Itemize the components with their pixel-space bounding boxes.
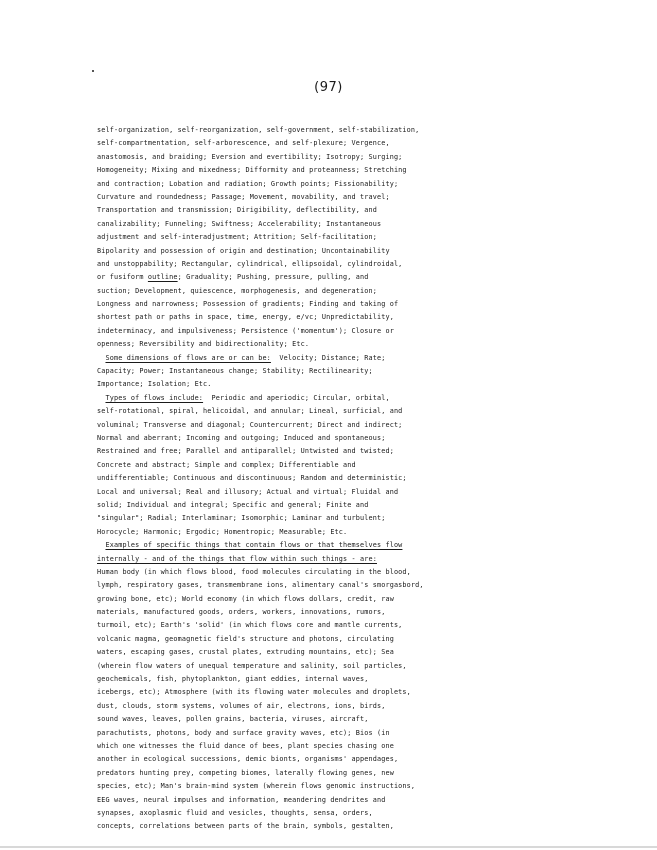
- text-line: turmoil, etc); Earth's 'solid' (in which flows core and mantle currents,: [97, 621, 403, 630]
- text-line: self-rotational, spiral, helicoidal, and annular; Lineal, surficial, and: [97, 407, 403, 416]
- text-line: [97, 539, 657, 552]
- text-line: Local and universal; Real and illusory; Actual and virtual; Fluidal and: [97, 487, 399, 496]
- text-line: [97, 553, 657, 566]
- underlined-phrase: Types of flows include:: [105, 393, 204, 402]
- text-line: Restrained and free; Parallel and antiparallel; Untwisted and twisted;: [97, 447, 394, 456]
- underlined-phrase: Some dimensions of flows are or can be:: [105, 353, 271, 362]
- text-line: concepts, correlations between parts of the brain, symbols, gestalten,: [97, 822, 394, 831]
- text-line: Transportation and transmission; Dirigibility, deflectibility, and: [97, 206, 377, 215]
- text-line: Curvature and roundedness; Passage; Movement, movability, and travel;: [97, 192, 390, 201]
- text-line: growing bone, etc); World economy (in which flows dollars, credit, raw: [97, 594, 394, 603]
- bottom-rule: [0, 846, 657, 848]
- text-line: indeterminacy, and impulsiveness; Persistence ('momentum'); Closure or: [97, 326, 394, 335]
- text-line: Some dimensions of flows are or can be: Velocity; Distance; Rate;: [105, 353, 386, 362]
- text-line: self-compartmentation, self-arborescence, and self-plexure; Vergence,: [97, 139, 390, 148]
- text-line: anastomosis, and braiding; Eversion and evertibility; Isotropy; Surging;: [97, 152, 403, 161]
- text-line: and contraction; Lobation and radiation; Growth points; Fissionability;: [97, 179, 399, 188]
- text-line: lymph, respiratory gases, transmembrane ions, alimentary canal's smorgasbord,: [97, 581, 424, 590]
- text-line: Homogeneity; Mixing and mixedness; Difformity and proteanness; Stretching: [97, 166, 407, 175]
- text-line: voluminal; Transverse and diagonal; Countercurrent; Direct and indirect;: [97, 420, 403, 429]
- stray-mark: [92, 70, 94, 72]
- text-line: EEG waves, neural impulses and information, meandering dendrites and: [97, 795, 386, 804]
- text-line: icebergs, etc); Atmosphere (with its flowing water molecules and droplets,: [97, 688, 411, 697]
- text-line: "singular"; Radial; Interlaminar; Isomorphic; Laminar and turbulent;: [97, 514, 386, 523]
- text-line: geochemicals, fish, phytoplankton, giant eddies, internal waves,: [97, 675, 369, 684]
- text-line: which one witnesses the fluid dance of bees, plant species chasing one: [97, 741, 394, 750]
- underlined-heading: Examples of specific things that contain flows or that themselves flow: [105, 541, 403, 550]
- text-line: Bipolarity and possession of origin and destination; Uncontainability: [97, 246, 390, 255]
- text-line: and unstoppability; Rectangular, cylindrical, ellipsoidal, cylindroidal,: [97, 259, 403, 268]
- text-line: self-organization, self-reorganization, self-government, self-stabilization,: [97, 126, 420, 134]
- text-line: predators hunting prey, competing biomes, laterally flowing genes, new: [97, 768, 394, 777]
- text-line: species, etc); Man's brain-mind system (wherein flows genomic instructions,: [97, 782, 416, 791]
- text-line: waters, escaping gases, crustal plates, extruding mountains, etc); Sea: [97, 648, 394, 657]
- text-line: sound waves, leaves, pollen grains, bacteria, viruses, aircraft,: [97, 715, 369, 724]
- text-line: dust, clouds, storm systems, volumes of air, electrons, ions, birds,: [97, 701, 386, 710]
- text-line: (wherein flow waters of unequal temperature and salinity, soil particles,: [97, 661, 407, 670]
- text-line: synapses, axoplasmic fluid and vesicles, thoughts, sensa, orders,: [97, 808, 373, 817]
- text-line: Normal and aberrant; Incoming and outgoing; Induced and spontaneous;: [97, 433, 386, 442]
- text-line: openness; Reversibility and bidirectionality; Etc.: [97, 340, 310, 349]
- text-line: materials, manufactured goods, orders, workers, innovations, rumors,: [97, 608, 386, 617]
- text-line: Human body (in which flows blood, food molecules circulating in the blood,: [97, 567, 411, 576]
- text-line: Concrete and abstract; Simple and complex; Differentiable and: [97, 460, 356, 469]
- page-number: (97): [314, 80, 343, 95]
- text-line: or fusiform outline; Graduality; Pushing, pressure, pulling, and: [97, 273, 369, 282]
- text-line: adjustment and self-interadjustment; Attrition; Self-facilitation;: [97, 233, 377, 242]
- text-line: Importance; Isolation; Etc.: [97, 380, 212, 389]
- text-line: Capacity; Power; Instantaneous change; Stability; Rectilinearity;: [97, 367, 373, 376]
- text-line: suction; Development, quiescence, morphogenesis, and degeneration;: [97, 286, 377, 295]
- text-line: Horocycle; Harmonic; Ergodic; Homentropic; Measurable; Etc.: [97, 527, 348, 536]
- text-line: another in ecological successions, demic bionts, organisms' appendages,: [97, 755, 399, 764]
- text-line: undifferentiable; Continuous and discontinuous; Random and deterministic;: [97, 474, 407, 483]
- text-line: Longness and narrowness; Possession of gradients; Finding and taking of: [97, 300, 399, 309]
- text-line: Types of flows include: Periodic and aperiodic; Circular, orbital,: [105, 393, 390, 402]
- text-line: parachutists, photons, body and surface gravity waves, etc); Bios (in: [97, 728, 390, 737]
- underlined-heading: internally - and of the things that flow within such things - are:: [97, 554, 377, 563]
- text-line: canalizability; Funneling; Swiftness; Accelerability; Instantaneous: [97, 219, 382, 228]
- underlined-phrase: outline: [147, 273, 178, 282]
- text-line: volcanic magma, geomagnetic field's structure and photons, circulating: [97, 634, 394, 643]
- body-text: [97, 124, 657, 834]
- text-line: solid; Individual and integral; Specific and general; Finite and: [97, 500, 369, 509]
- text-line: shortest path or paths in space, time, energy, e/vc; Unpredictability,: [97, 313, 394, 322]
